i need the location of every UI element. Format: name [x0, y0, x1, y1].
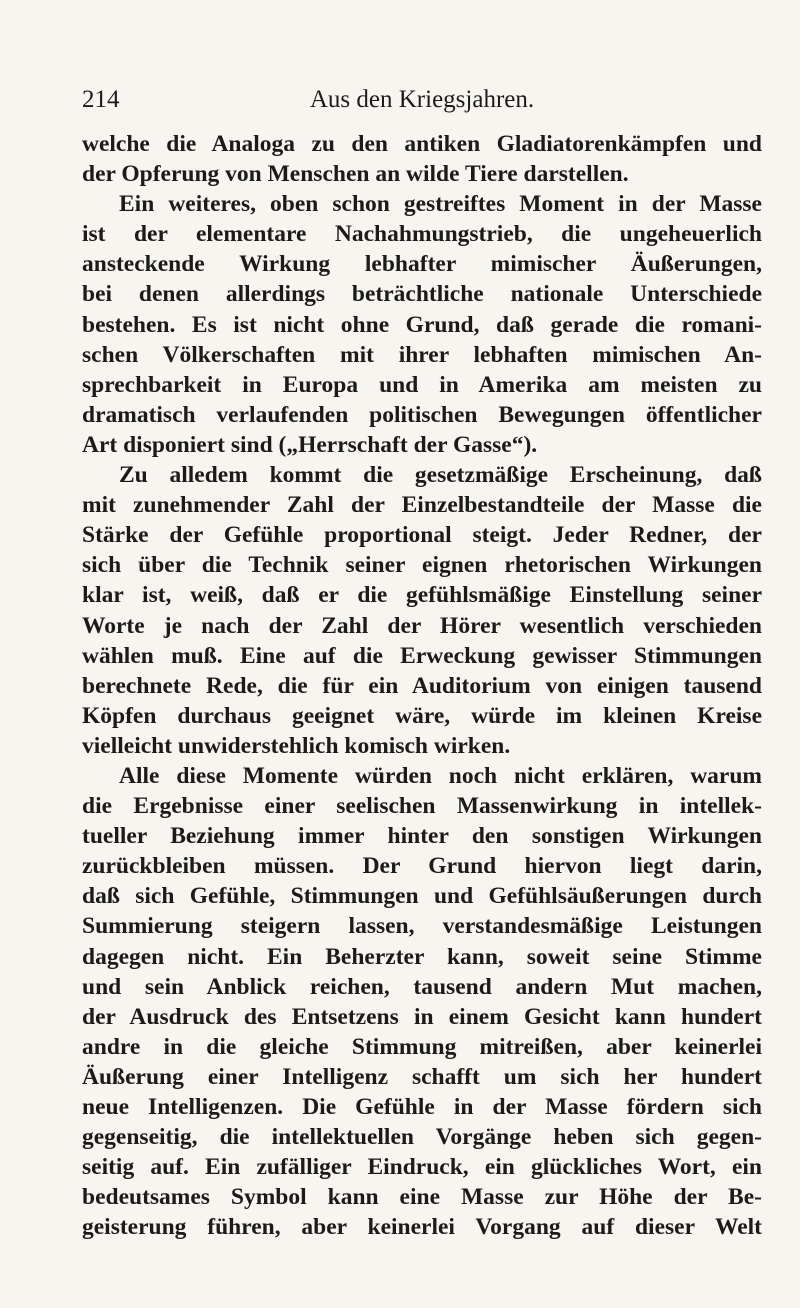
text-line: vielleicht unwiderstehlich komisch wirken.: [82, 732, 511, 759]
text-line: Köpfen durchaus geeignet wäre, würde im kleinen Kreise: [82, 702, 762, 729]
text-line: die Ergebnisse einer seelischen Massenwirkung in intellek-: [82, 793, 762, 820]
text-line: sprechbarkeit in Europa und in Amerika am meisten zu: [82, 371, 762, 398]
text-line: schen Völkerschaften mit ihrer lebhaften mimischen An-: [82, 341, 762, 368]
text-line: sich über die Technik seiner eignen rhetorischen Wirkungen: [82, 552, 762, 579]
text-line: zurückbleiben müssen. Der Grund hiervon liegt darin,: [82, 853, 762, 880]
text-line: mit zunehmender Zahl der Einzelbestandteile der Masse die: [82, 492, 762, 519]
text-line: Art disponiert sind („Herrschaft der Gasse“).: [82, 431, 538, 458]
text-line: der Opferung von Menschen an wilde Tiere darstellen.: [82, 161, 629, 188]
text-line: Summierung steigern lassen, verstandesmäßige Leistungen: [82, 913, 762, 940]
text-line: dagegen nicht. Ein Beherzter kann, soweit seine Stimme: [82, 943, 762, 970]
text-line: dramatisch verlaufenden politischen Bewegungen öffentlicher: [82, 401, 762, 428]
text-line: bedeutsames Symbol kann eine Masse zur Höhe der Be-: [82, 1184, 762, 1211]
text-line: Äußerung einer Intelligenz schafft um sich her hundert: [82, 1063, 762, 1090]
text-line: tueller Beziehung immer hinter den sonstigen Wirkungen: [82, 823, 762, 850]
text-line: Worte je nach der Zahl der Hörer wesentlich verschieden: [82, 612, 762, 639]
text-line: der Ausdruck des Entsetzens in einem Gesicht kann hundert: [82, 1003, 762, 1030]
text-line: ansteckende Wirkung lebhafter mimischer Äußerungen,: [82, 251, 762, 278]
text-line: Ein weiteres, oben schon gestreiftes Moment in der Masse: [119, 191, 762, 218]
text-line: neue Intelligenzen. Die Gefühle in der Masse fördern sich: [82, 1094, 762, 1120]
text-line: Alle diese Momente würden noch nicht erklären, warum: [119, 762, 762, 789]
text-line: welche die Analoga zu den antiken Gladiatorenkämpfen und: [82, 131, 762, 157]
text-line: gegenseitig, die intellektuellen Vorgänge heben sich gegen-: [82, 1124, 762, 1151]
page-number: 214: [82, 86, 120, 113]
text-line: andre in die gleiche Stimmung mitreißen, aber keinerlei: [82, 1033, 762, 1060]
text-line: bestehen. Es ist nicht ohne Grund, daß gerade die romani-: [82, 311, 762, 338]
book-page: [82, 80, 762, 1241]
text-line: Zu alledem kommt die gesetzmäßige Erscheinung, daß: [119, 462, 762, 489]
running-head: Aus den Kriegsjahren.: [309, 86, 535, 113]
page-header: [82, 80, 762, 120]
text-line: klar ist, weiß, daß er die gefühlsmäßige Einstellung seiner: [82, 582, 762, 609]
text-line: ist der elementare Nachahmungstrieb, die ungeheuerlich: [82, 221, 762, 248]
text-line: seitig auf. Ein zufälliger Eindruck, ein glückliches Wort, ein: [82, 1154, 762, 1181]
text-line: und sein Anblick reichen, tausend andern Mut machen,: [82, 973, 762, 1000]
text-line: daß sich Gefühle, Stimmungen und Gefühlsäußerungen durch: [82, 883, 762, 910]
text-line: wählen muß. Eine auf die Erweckung gewisser Stimmungen: [82, 642, 762, 669]
text-line: geisterung führen, aber keinerlei Vorgang auf dieser Welt: [82, 1214, 762, 1241]
text-line: berechnete Rede, die für ein Auditorium von einigen tausend: [82, 672, 762, 699]
text-line: Stärke der Gefühle proportional steigt. Jeder Redner, der: [82, 522, 762, 549]
text-line: bei denen allerdings beträchtliche nationale Unterschiede: [82, 281, 762, 308]
body-text: [82, 129, 762, 1242]
